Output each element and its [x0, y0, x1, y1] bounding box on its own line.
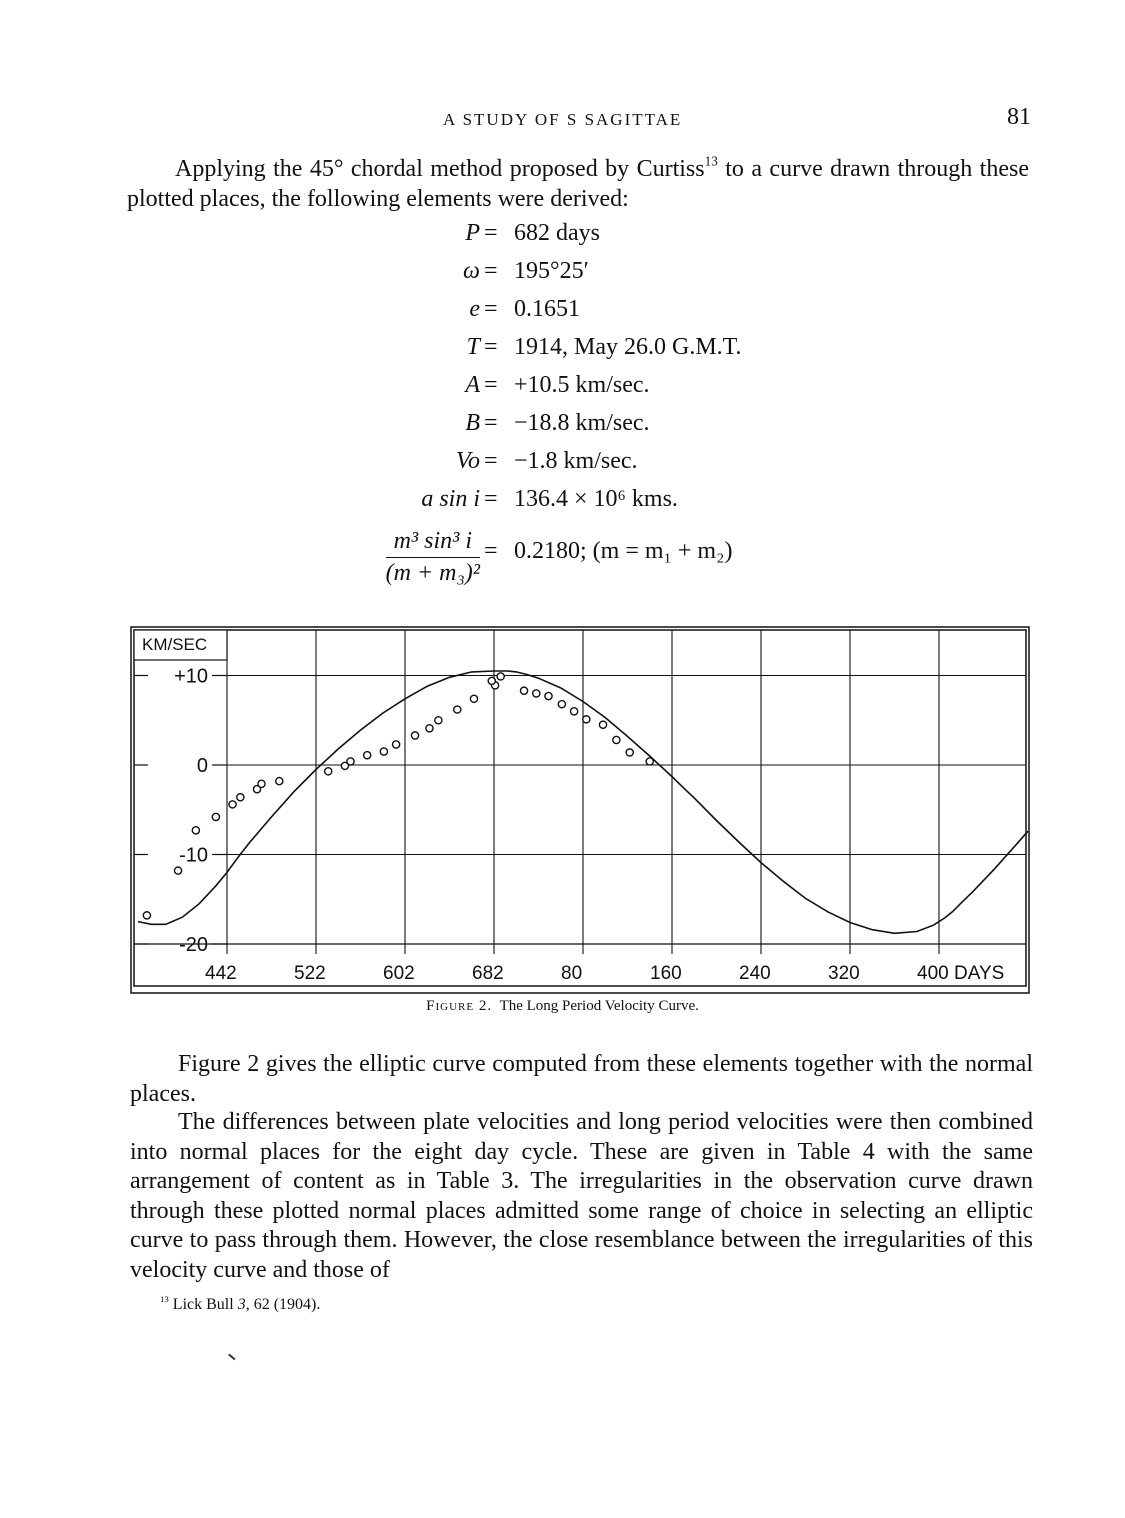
footnote-volume: 3 [237, 1296, 246, 1313]
normal-place-point [599, 721, 606, 728]
paragraph-2: Figure 2 gives the elliptic curve computed from these elements together with the normal places. [130, 1051, 1033, 1107]
footnote-text-cont: , 62 (1904). [245, 1296, 321, 1313]
equals-sign: = [484, 334, 498, 360]
outer-frame [131, 627, 1029, 993]
normal-place-point [258, 780, 265, 787]
x-tick-label: 442 [205, 963, 237, 984]
x-tick-label: 682 [472, 963, 504, 984]
y-tick-label: 0 [196, 755, 208, 777]
equals-sign: = [484, 296, 498, 322]
element-row [300, 448, 900, 482]
normal-place-point [571, 708, 578, 715]
equals-sign: = [484, 486, 498, 512]
element-row [300, 410, 900, 444]
element-symbol: ω [463, 258, 480, 284]
mass-function-fraction [386, 528, 480, 587]
figure-caption [0, 998, 1125, 1015]
element-value: 0.1651 [514, 296, 580, 322]
element-row [300, 334, 900, 368]
running-head: A STUDY OF S SAGITTAE [443, 110, 683, 129]
element-value: 1914, May 26.0 G.M.T. [514, 334, 742, 360]
x-tick-label: 160 [650, 963, 682, 984]
normal-place-point [364, 752, 371, 759]
mass-function-row [300, 528, 900, 586]
equals-sign: = [484, 410, 498, 436]
x-tick-label: 320 [828, 963, 860, 984]
normal-place-point [470, 695, 477, 702]
normal-place-point [347, 758, 354, 765]
element-value: −1.8 km/sec. [514, 448, 638, 474]
normal-place-point [192, 827, 199, 834]
element-value: 682 days [514, 220, 600, 246]
element-value: 136.4 × 10⁶ kms. [514, 486, 678, 512]
element-symbol: a sin i [421, 486, 480, 512]
normal-place-point [426, 725, 433, 732]
normal-place-point [646, 758, 653, 765]
figure-label: Figure 2. [426, 998, 493, 1014]
element-symbol: Vo [456, 448, 480, 474]
x-tick-label: 400 DAYS [917, 963, 1005, 984]
element-value: +10.5 km/sec. [514, 372, 650, 398]
element-row [300, 372, 900, 406]
normal-place-point [143, 912, 150, 919]
element-symbol: A [465, 372, 480, 398]
footnote-number: 13 [160, 1293, 169, 1304]
normal-place-point [229, 801, 236, 808]
normal-place-point [583, 716, 590, 723]
normal-place-point [558, 701, 565, 708]
footnote-ref: 13 [704, 153, 718, 169]
normal-place-point [380, 748, 387, 755]
equals-sign: = [484, 258, 498, 284]
normal-place-point [488, 677, 495, 684]
equals-sign: = [484, 220, 498, 246]
element-symbol: P [465, 220, 480, 246]
figure-caption-text: The Long Period Velocity Curve. [499, 998, 699, 1014]
y-unit-label: KM/SEC [142, 635, 208, 654]
element-row [300, 220, 900, 254]
fraction-numerator: m³ sin³ i [386, 528, 480, 558]
paragraph-1-text-cont: to a curve drawn through these plotted places, the following elements were derived: [127, 156, 1029, 212]
normal-place-point [276, 778, 283, 785]
normal-place-point [435, 717, 442, 724]
element-value: −18.8 km/sec. [514, 410, 650, 436]
element-symbol: e [469, 296, 480, 322]
normal-place-point [454, 706, 461, 713]
normal-place-point [497, 673, 504, 680]
stray-mark [228, 1354, 235, 1360]
x-tick-label: 240 [739, 963, 771, 984]
footnote [160, 1293, 321, 1314]
element-symbol: T [466, 334, 480, 360]
page-header [0, 104, 1125, 140]
x-tick-label: 80 [561, 963, 583, 984]
y-tick-label: +10 [174, 665, 208, 688]
normal-place-point [533, 690, 540, 697]
x-tick-label: 602 [383, 963, 415, 984]
normal-place-point [613, 736, 620, 743]
normal-place-point [520, 687, 527, 694]
mass-function-value: 0.2180; (m = m₁ + m₂) [514, 538, 733, 564]
equals-sign: = [484, 448, 498, 474]
element-row [300, 296, 900, 330]
footnote-text: Lick Bull [168, 1296, 238, 1313]
paragraph-1-text: Applying the 45° chordal method proposed by Curtiss [175, 156, 705, 182]
normal-place-point [626, 749, 633, 756]
equals-sign: = [484, 372, 498, 398]
element-value: 195°25′ [514, 258, 589, 284]
y-tick-label: -10 [179, 844, 208, 867]
element-row [300, 258, 900, 292]
fraction-denominator: (m + m₃)² [385, 560, 480, 586]
x-tick-label: 522 [294, 963, 326, 984]
normal-place-point [411, 732, 418, 739]
normal-place-point [545, 692, 552, 699]
velocity-chart [130, 626, 1030, 994]
y-tick-label: -20 [179, 934, 208, 956]
element-symbol: B [465, 410, 480, 436]
chart-svg [130, 626, 1030, 994]
normal-place-point [174, 867, 181, 874]
orbital-elements [300, 220, 900, 586]
equals-sign: = [484, 538, 498, 564]
normal-place-point [325, 768, 332, 775]
page-number: 81 [1007, 104, 1031, 130]
paragraph-3: The differences between plate velocities and long period velocities were then combined into normal places for the eight day cycle. These are given in Table 4 with the same arrangement of content as in Table 3. The irregularities in the observation curve drawn through these plotted normal places admitted some range of choice in selecting an elliptic curve to pass through them. However, the close resemblance between the irregularities of this velocity curve and those of [130, 1109, 1033, 1283]
normal-place-point [212, 813, 219, 820]
normal-place-point [237, 794, 244, 801]
element-row [300, 486, 900, 520]
paragraph-1 [127, 155, 1029, 214]
normal-place-point [393, 741, 400, 748]
